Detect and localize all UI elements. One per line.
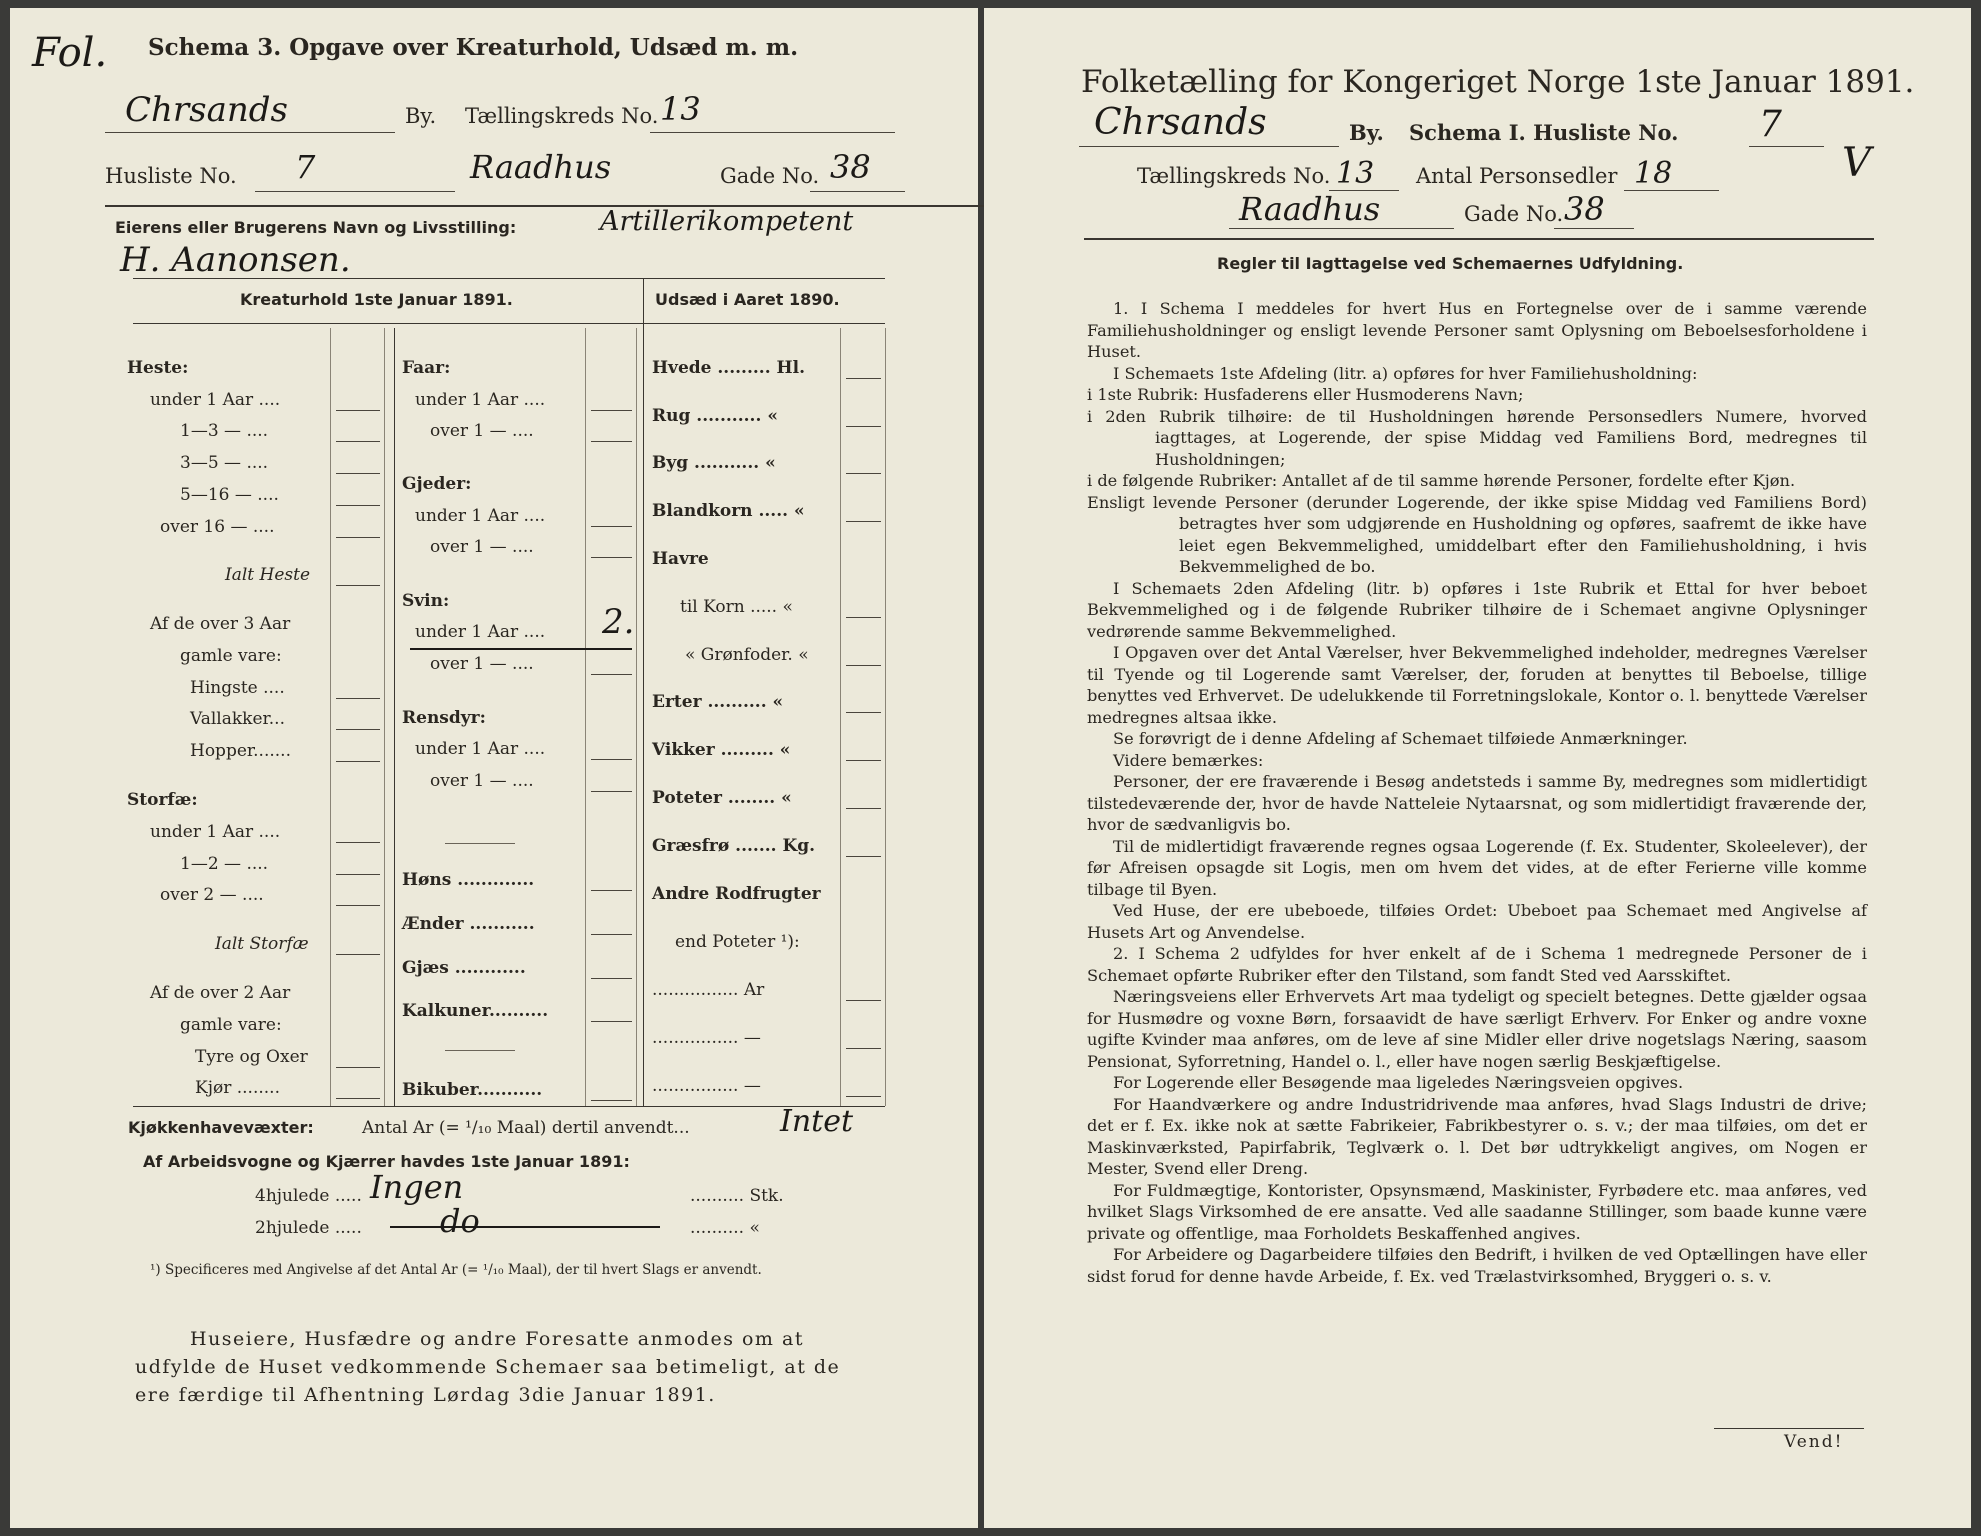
rensdyr-row-1: under 1 Aar .... bbox=[415, 739, 546, 759]
ialt-heste: Ialt Heste bbox=[225, 565, 311, 585]
svin-row-2: over 1 — .... bbox=[430, 654, 534, 674]
poteter: Poteter ........ « bbox=[652, 788, 792, 808]
storfae-row-3: over 2 — .... bbox=[160, 885, 264, 905]
dash-line-1: ................ — bbox=[652, 1028, 761, 1048]
rule-haandvaerkere: For Haandværkere og andre Industridrivende maa anføres, hvad Slags Industri de drive; det er f. Ex. ikke nok at sætte Fabrikeier, Fabrikbestyrer o. s. v.; der maa tilføies, om det er Maskinværksted, Papirfabrik, Teglværk o. l. Det bør udtrykkeligt angives, om Nogen er Mester, Svend eller Dreng. bbox=[1087, 1094, 1867, 1178]
husliste-handwritten: 7 bbox=[295, 148, 316, 186]
dash-line-2: ................ — bbox=[652, 1076, 761, 1096]
rule-ubeboet: Ved Huse, der ere ubeboede, tilføies Ordet: Ubeboet paa Schemaet med Angivelse af Husets Art og Anvendelse. bbox=[1087, 901, 1867, 942]
rule-1: 1. I Schema I meddeles for hvert Hus en Fortegnelse over de i samme værende Familiehusholdninger og ensligt levende Personer samt Oplysning om Beboelsesforholdene i Huset. bbox=[1087, 299, 1867, 361]
check-mark-handwritten: V bbox=[1842, 140, 1871, 186]
ialt-storfae: Ialt Storfæ bbox=[215, 934, 309, 954]
heste-heading: Heste: bbox=[127, 358, 189, 378]
rule-1c: i 2den Rubrik tilhøire: de til Husholdningen hørende Personsedlers Numere, hvorved iagttages, at Logerende, der spise Middag ved Familiens Bord, medregnes til Husholdningen; bbox=[1087, 406, 1867, 469]
hons: Høns ............. bbox=[402, 870, 535, 890]
ar-line: ................ Ar bbox=[652, 980, 765, 1000]
kjor: Kjør ........ bbox=[195, 1078, 280, 1098]
rule-fravaerende: Personer, der ere fraværende i Besøg andetsteds i samme By, medregnes som midlertidigt tilstedeværende der, hvor de havde Natteleie Nytaarsnat, og som midlertidigt fraværende der, hvor de sædvanligvis bo. bbox=[1087, 772, 1867, 834]
schema1-label: Schema I. Husliste No. bbox=[1409, 120, 1679, 145]
to-hjulede-handwritten: do bbox=[440, 1202, 480, 1240]
faar-row-2: over 1 — .... bbox=[430, 421, 534, 441]
heste-row-4: 5—16 — .... bbox=[180, 485, 279, 505]
erter: Erter .......... « bbox=[652, 692, 784, 712]
kjokken-label: Kjøkkenhavevæxter: bbox=[128, 1118, 314, 1137]
rule-vaerelser: I Opgaven over det Antal Værelser, hver Bekvemmelighed indeholder, medregnes Værelser til Tyende og til Logerende samt Værelser, der, foruden at benyttes til Beboelse, tillige benyttes ved Erhvervet. De udelukkende til Forretningslokale, Kontor o. l. benyttede Værelser medregnes altsaa ikke. bbox=[1087, 643, 1867, 727]
af-over-3-aar: Af de over 3 Aar bbox=[150, 614, 291, 634]
rug: Rug ........... « bbox=[652, 406, 778, 426]
af-over-2-aar: Af de over 2 Aar bbox=[150, 983, 291, 1003]
faar-heading: Faar: bbox=[402, 358, 451, 378]
storfae-row-2: 1—2 — .... bbox=[180, 854, 269, 874]
antal-handwritten: 18 bbox=[1634, 156, 1673, 191]
rules-title: Regler til Iagttagelse ved Schemaernes Udfyldning. bbox=[1217, 254, 1684, 273]
gade-label: Gade No. bbox=[720, 164, 820, 188]
to-hjulede-label: 2hjulede ..... bbox=[255, 1218, 362, 1238]
gjeder-row-2: over 1 — .... bbox=[430, 537, 534, 557]
owner-name-handwritten: H. Aanonsen. bbox=[120, 240, 351, 280]
storfae-heading: Storfæ: bbox=[127, 790, 198, 810]
gronfoder: « Grønfoder. « bbox=[685, 645, 809, 665]
rule-logerende: For Logerende eller Besøgende maa ligeledes Næringsveien opgives. bbox=[1113, 1073, 1684, 1092]
fire-hjulede-label: 4hjulede ..... bbox=[255, 1186, 362, 1206]
corner-note: Fol. bbox=[32, 30, 108, 76]
gjeder-heading: Gjeder: bbox=[402, 474, 472, 494]
hingste: Hingste .... bbox=[190, 678, 285, 698]
to-hjulede-unit: .......... « bbox=[690, 1218, 760, 1238]
aender: Ænder ........... bbox=[402, 914, 535, 934]
blandkorn: Blandkorn ..... « bbox=[652, 501, 805, 521]
byg: Byg ........... « bbox=[652, 453, 776, 473]
vikker: Vikker ......... « bbox=[652, 740, 791, 760]
hvede: Hvede ......... Hl. bbox=[652, 358, 805, 378]
right-page bbox=[984, 8, 1971, 1528]
rule-fuldmaegtige: For Fuldmægtige, Kontorister, Opsynsmænd, Maskinister, Fyrbødere etc. maa anføres, ved hvilket Slags Virksomhed de ere ansatte. Ved alle saadanne Stillinger, som baade kunne være private og offentlige, maa Forholdets Beskaffenhed angives. bbox=[1087, 1180, 1867, 1243]
rensdyr-row-2: over 1 — .... bbox=[430, 771, 534, 791]
storfae-row-1: under 1 Aar .... bbox=[150, 822, 281, 842]
vend-note: Vend! bbox=[1784, 1432, 1844, 1452]
rules-text bbox=[1087, 298, 1867, 1287]
heste-row-2: 1—3 — .... bbox=[180, 421, 269, 441]
rule-1a: I Schemaets 1ste Afdeling (litr. a) opføres for hver Familiehusholdning: bbox=[1113, 363, 1698, 383]
rensdyr-heading: Rensdyr: bbox=[402, 708, 486, 728]
end-poteter: end Poteter ¹): bbox=[675, 932, 800, 952]
svin-under1-handwritten: 2. bbox=[602, 602, 635, 642]
rule-arbeidere: For Arbeidere og Dagarbeidere tilføies den Bedrift, i hvilken de ved Optællingen have eller sidst forud for denne havde Arbeide, f. Ex. ved Trælastvirksomhed, Bryggeri o. s. v. bbox=[1087, 1245, 1867, 1286]
kreatur-header: Kreaturhold 1ste Januar 1891. bbox=[240, 290, 513, 309]
rule-videre: Videre bemærkes: bbox=[1113, 750, 1264, 770]
city-handwritten: Chrsands bbox=[125, 90, 288, 130]
rule-enslig: Ensligt levende Personer (derunder Logerende, der ikke spise Middag ved Familiens Bord) betragtes hver som udgjørende en Husholdning og opføres, saafremt de ikke have leiet egen Bekvemmelighed, umiddelbart efter den Familiehusholdning, i hvis Bekvemmelighed de bo. bbox=[1087, 492, 1867, 576]
svin-row-1: under 1 Aar .... bbox=[415, 622, 546, 642]
rule-naeringsvei: Næringsveiens eller Erhvervets Art maa tydeligt og specielt betegnes. Dette gjælder ogsaa for Husmødre og voxne Børn, forsaavidt de have særligt Erhverv. For Enker og andre voxne ugifte Kvinder maa anføres, om de leve af sine Midler eller drive nogetslags Næring, saasom Pensionat, Syforretning, Handel o. l., eller have nogen særlig Beskjæftigelse. bbox=[1087, 987, 1867, 1071]
fire-hjulede-unit: .......... Stk. bbox=[690, 1186, 784, 1206]
rule-midlertidigt: Til de midlertidigt fraværende regnes ogsaa Logerende (f. Ex. Studenter, Skoleelever), der før Afreisen opsagde sit Logis, men om hvem det vides, at de efter Ferierne ville komme tilbage til Byen. bbox=[1087, 836, 1867, 899]
rule-1b: i 1ste Rubrik: Husfaderens eller Husmoderens Navn; bbox=[1087, 385, 1524, 404]
til-korn: til Korn ..... « bbox=[680, 597, 793, 617]
by-label: By. bbox=[405, 104, 437, 128]
gjeder-row-1: under 1 Aar .... bbox=[415, 506, 546, 526]
kreds-handwritten-right: 13 bbox=[1336, 156, 1375, 191]
kreds-handwritten: 13 bbox=[660, 90, 701, 128]
rule-anmaerkninger: Se forøvrigt de i denne Afdeling af Schemaet tilføiede Anmærkninger. bbox=[1113, 729, 1688, 748]
appeal-line-1: Huseiere, Husfædre og andre Foresatte anmodes om at bbox=[190, 1328, 804, 1350]
gade-handwritten: 38 bbox=[830, 148, 871, 186]
gjaes: Gjæs ............ bbox=[402, 958, 526, 978]
antal-label: Antal Personsedler bbox=[1416, 164, 1618, 188]
vallakker: Vallakker... bbox=[190, 709, 285, 729]
havre: Havre bbox=[652, 549, 709, 569]
bikuber: Bikuber........... bbox=[402, 1080, 543, 1100]
kalkuner: Kalkuner.......... bbox=[402, 1001, 549, 1021]
rule-1d: i de følgende Rubriker: Antallet af de til samme hørende Personer, fordelte efter Kjøn. bbox=[1087, 471, 1796, 490]
footnote: ¹) Specificeres med Angivelse af det Antal Ar (= ¹/₁₀ Maal), der til hvert Slags er anvendt. bbox=[150, 1262, 762, 1278]
gamle-vare-1: gamle vare: bbox=[180, 646, 282, 666]
husliste-handwritten-right: 7 bbox=[1759, 104, 1782, 145]
census-title: Folketælling for Kongeriget Norge 1ste Januar 1891. bbox=[1081, 64, 1915, 100]
by-label-right: By. bbox=[1349, 120, 1384, 145]
rule-2: 2. I Schema 2 udfyldes for hver enkelt af de i Schema 1 medregnede Personer de i Schemaet opførte Rubriker efter den Tilstand, som fandt Sted ved Aarsskiftet. bbox=[1087, 944, 1867, 985]
gade-label-right: Gade No. bbox=[1464, 202, 1564, 226]
kreds-label: Tællingskreds No. bbox=[465, 104, 659, 128]
rule-2den-afdeling: I Schemaets 2den Afdeling (litr. b) opføres i 1ste Rubrik et Ettal for hver beboet Bekvemmelighed og i de følgende Rubriker tilhøire de i Schemaet angivne Oplysninger vedrørende samme Bekvemmelighed. bbox=[1087, 578, 1867, 641]
husliste-label: Husliste No. bbox=[105, 164, 237, 188]
street-handwritten-right: Raadhus bbox=[1239, 190, 1381, 228]
udsaed-header: Udsæd i Aaret 1890. bbox=[655, 290, 840, 309]
gamle-vare-2: gamle vare: bbox=[180, 1015, 282, 1035]
svin-heading: Svin: bbox=[402, 591, 450, 611]
faar-row-1: under 1 Aar .... bbox=[415, 390, 546, 410]
tyre-og-oxer: Tyre og Oxer bbox=[195, 1047, 308, 1067]
andre-rodfrugter: Andre Rodfrugter bbox=[652, 884, 821, 904]
heste-row-1: under 1 Aar .... bbox=[150, 390, 281, 410]
street-handwritten: Raadhus bbox=[470, 148, 612, 186]
kreds-label-right: Tællingskreds No. bbox=[1137, 164, 1331, 188]
owner-label: Eierens eller Brugerens Navn og Livsstilling: bbox=[115, 218, 517, 237]
left-page bbox=[10, 8, 978, 1528]
kjokken-handwritten: Intet bbox=[780, 1104, 854, 1139]
owner-occupation-handwritten: Artillerikompetent bbox=[600, 206, 854, 237]
fire-hjulede-handwritten: Ingen bbox=[370, 1168, 464, 1206]
vogne-label: Af Arbeidsvogne og Kjærrer havdes 1ste Januar 1891: bbox=[143, 1152, 630, 1171]
gade-handwritten-right: 38 bbox=[1564, 190, 1605, 228]
graesfro: Græsfrø ....... Kg. bbox=[652, 836, 816, 856]
heste-row-5: over 16 — .... bbox=[160, 517, 275, 537]
appeal-line-2: udfylde de Huset vedkommende Schemaer saa betimeligt, at de bbox=[135, 1356, 841, 1378]
kjokken-text: Antal Ar (= ¹/₁₀ Maal) dertil anvendt... bbox=[362, 1118, 690, 1138]
schema3-title: Schema 3. Opgave over Kreaturhold, Udsæd m. m. bbox=[148, 34, 799, 61]
heste-row-3: 3—5 — .... bbox=[180, 453, 269, 473]
appeal-line-3: ere færdige til Afhentning Lørdag 3die Januar 1891. bbox=[135, 1384, 716, 1406]
city-handwritten-right: Chrsands bbox=[1094, 102, 1267, 143]
hopper: Hopper....... bbox=[190, 741, 291, 761]
